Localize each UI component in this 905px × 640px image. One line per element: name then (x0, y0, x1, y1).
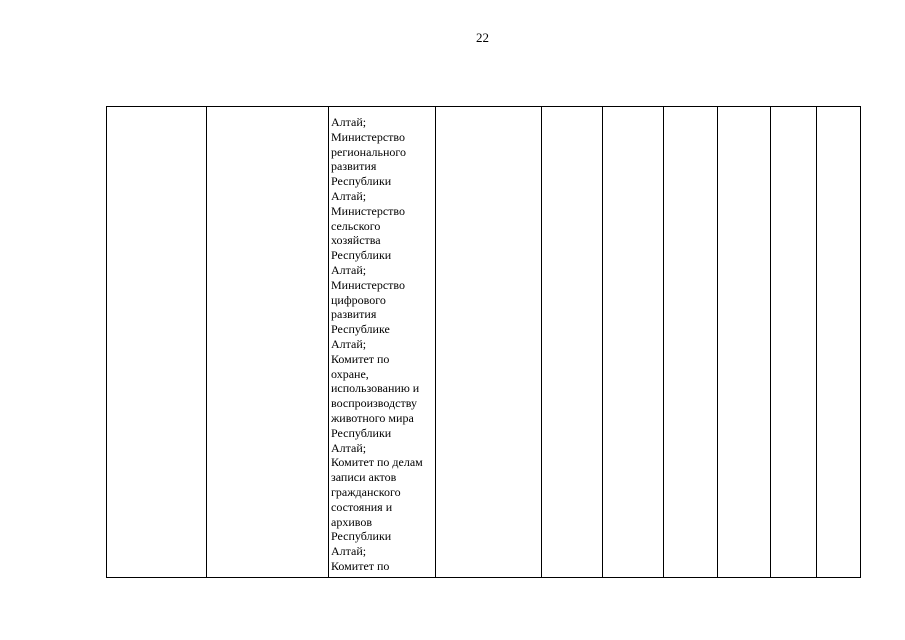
cell-line: Министерство (331, 277, 405, 292)
column-divider (435, 107, 436, 577)
column-divider (541, 107, 542, 577)
cell-line: Алтай; (331, 188, 367, 203)
column-divider (816, 107, 817, 577)
cell-line: использованию и (331, 381, 420, 396)
column-divider (602, 107, 603, 577)
column-divider (663, 107, 664, 577)
cell-line: состояния и (331, 499, 393, 514)
cell-line: архивов (331, 514, 372, 529)
cell-line: Комитет по делам (331, 455, 423, 470)
column-divider (770, 107, 771, 577)
page-number: 22 (476, 30, 489, 45)
cell-line: Республики (331, 425, 392, 440)
cell-line: записи актов (331, 470, 397, 485)
document-table (106, 106, 861, 578)
cell-line: Алтай; (331, 336, 367, 351)
cell-line: цифрового (331, 292, 386, 307)
cell-line: регионального (331, 144, 407, 159)
cell-line: Министерство (331, 129, 405, 144)
cell-line: Алтай; (331, 115, 367, 129)
cell-line: Алтай; (331, 544, 367, 559)
column-divider (717, 107, 718, 577)
cell-line: охране, (331, 366, 369, 381)
cell-line: хозяйства (331, 233, 381, 248)
cell-line: Комитет по (331, 351, 390, 366)
cell-line: гражданского (331, 484, 401, 499)
cell-line: Алтай; (331, 440, 367, 455)
cell-line: Комитет по (331, 558, 390, 573)
responsible-executors-cell (331, 115, 435, 574)
column-divider (206, 107, 207, 577)
cell-line: развития (331, 307, 377, 322)
cell-line: воспроизводству (331, 396, 417, 411)
cell-line: сельского (331, 218, 381, 233)
cell-line: Министерство (331, 203, 405, 218)
column-divider (328, 107, 329, 577)
cell-line: Республики (331, 174, 392, 189)
cell-line: Республики (331, 529, 392, 544)
cell-line: Республики (331, 248, 392, 263)
cell-line: Республике (331, 322, 390, 337)
cell-line: животного мира (331, 410, 414, 425)
cell-line: Алтай; (331, 262, 367, 277)
cell-line: развития (331, 159, 377, 174)
